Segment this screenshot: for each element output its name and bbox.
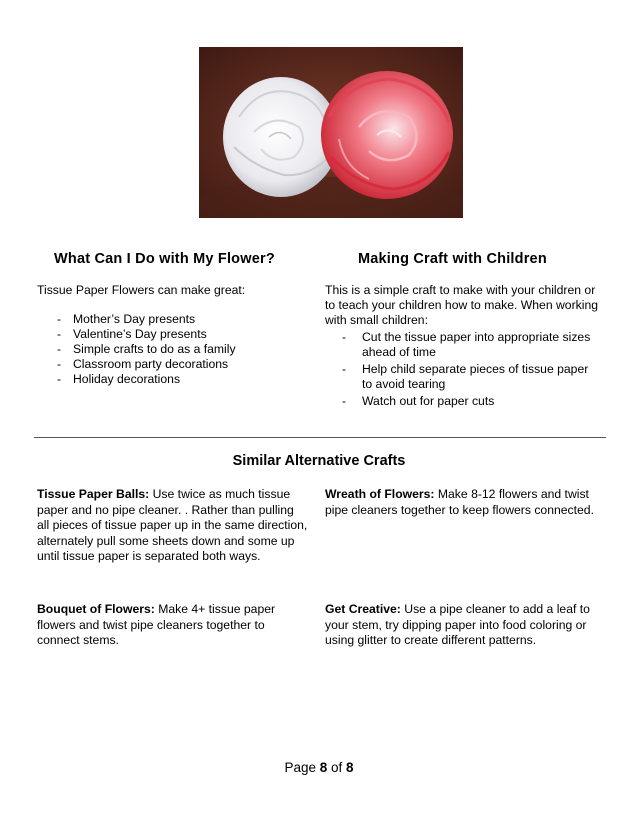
craft-description: Use a pipe cleaner to add a leaf to your stem, try dipping paper into food coloring or using glitter to create different patterns. xyxy=(325,602,590,647)
craft-name: Get Creative: xyxy=(325,602,401,616)
right-intro: This is a simple craft to make with your children or to teach your children how to make. When working with small children: xyxy=(325,283,598,327)
current-page: 8 xyxy=(319,760,328,775)
list-item: - Help child separate pieces of tissue paper to avoid tearing xyxy=(342,362,600,392)
left-intro: Tissue Paper Flowers can make great: xyxy=(37,283,246,297)
right-column-heading: Making Craft with Children xyxy=(358,251,547,267)
craft-description: Make 8-12 flowers and twist pipe cleaners together to keep flowers connected. xyxy=(325,487,594,517)
page-footer xyxy=(0,760,638,775)
list-item: - Mother’s Day presents xyxy=(57,312,307,327)
section-divider xyxy=(34,437,606,438)
list-item: - Classroom party decorations xyxy=(57,357,307,372)
page-prefix: Page xyxy=(284,760,316,775)
page-of: of xyxy=(331,760,343,775)
list-item: - Valentine’s Day presents xyxy=(57,327,307,342)
craft-get-creative xyxy=(325,602,603,649)
list-item: - Simple crafts to do as a family xyxy=(57,342,307,357)
craft-name: Tissue Paper Balls: xyxy=(37,487,150,501)
alternatives-title: Similar Alternative Crafts xyxy=(232,453,406,469)
tissue-flowers-photo xyxy=(199,47,463,218)
tissue-flowers-illustration xyxy=(199,47,463,218)
list-item: - Watch out for paper cuts xyxy=(342,394,600,409)
craft-bouquet-of-flowers xyxy=(37,602,297,649)
craft-tissue-paper-balls xyxy=(37,487,309,565)
right-column-body xyxy=(325,283,600,409)
list-item: - Cut the tissue paper into appropriate sizes ahead of time xyxy=(342,330,600,360)
right-list xyxy=(342,330,600,409)
left-column-body xyxy=(37,283,307,387)
craft-name: Wreath of Flowers: xyxy=(325,487,435,501)
craft-wreath-of-flowers xyxy=(325,487,600,518)
left-column-heading: What Can I Do with My Flower? xyxy=(54,251,275,267)
total-pages: 8 xyxy=(346,760,354,775)
craft-description: Make 4+ tissue paper flowers and twist pipe cleaners together to connect stems. xyxy=(37,602,276,647)
craft-name: Bouquet of Flowers: xyxy=(37,602,155,616)
left-list xyxy=(57,312,307,387)
craft-description: Use twice as much tissue paper and no pipe cleaner. . Rather than pulling all pieces of tissue paper up in the same direction, alternately pull some sheets down and some up until tissue paper is separated both ways. xyxy=(37,487,308,563)
list-item: - Holiday decorations xyxy=(57,372,307,387)
